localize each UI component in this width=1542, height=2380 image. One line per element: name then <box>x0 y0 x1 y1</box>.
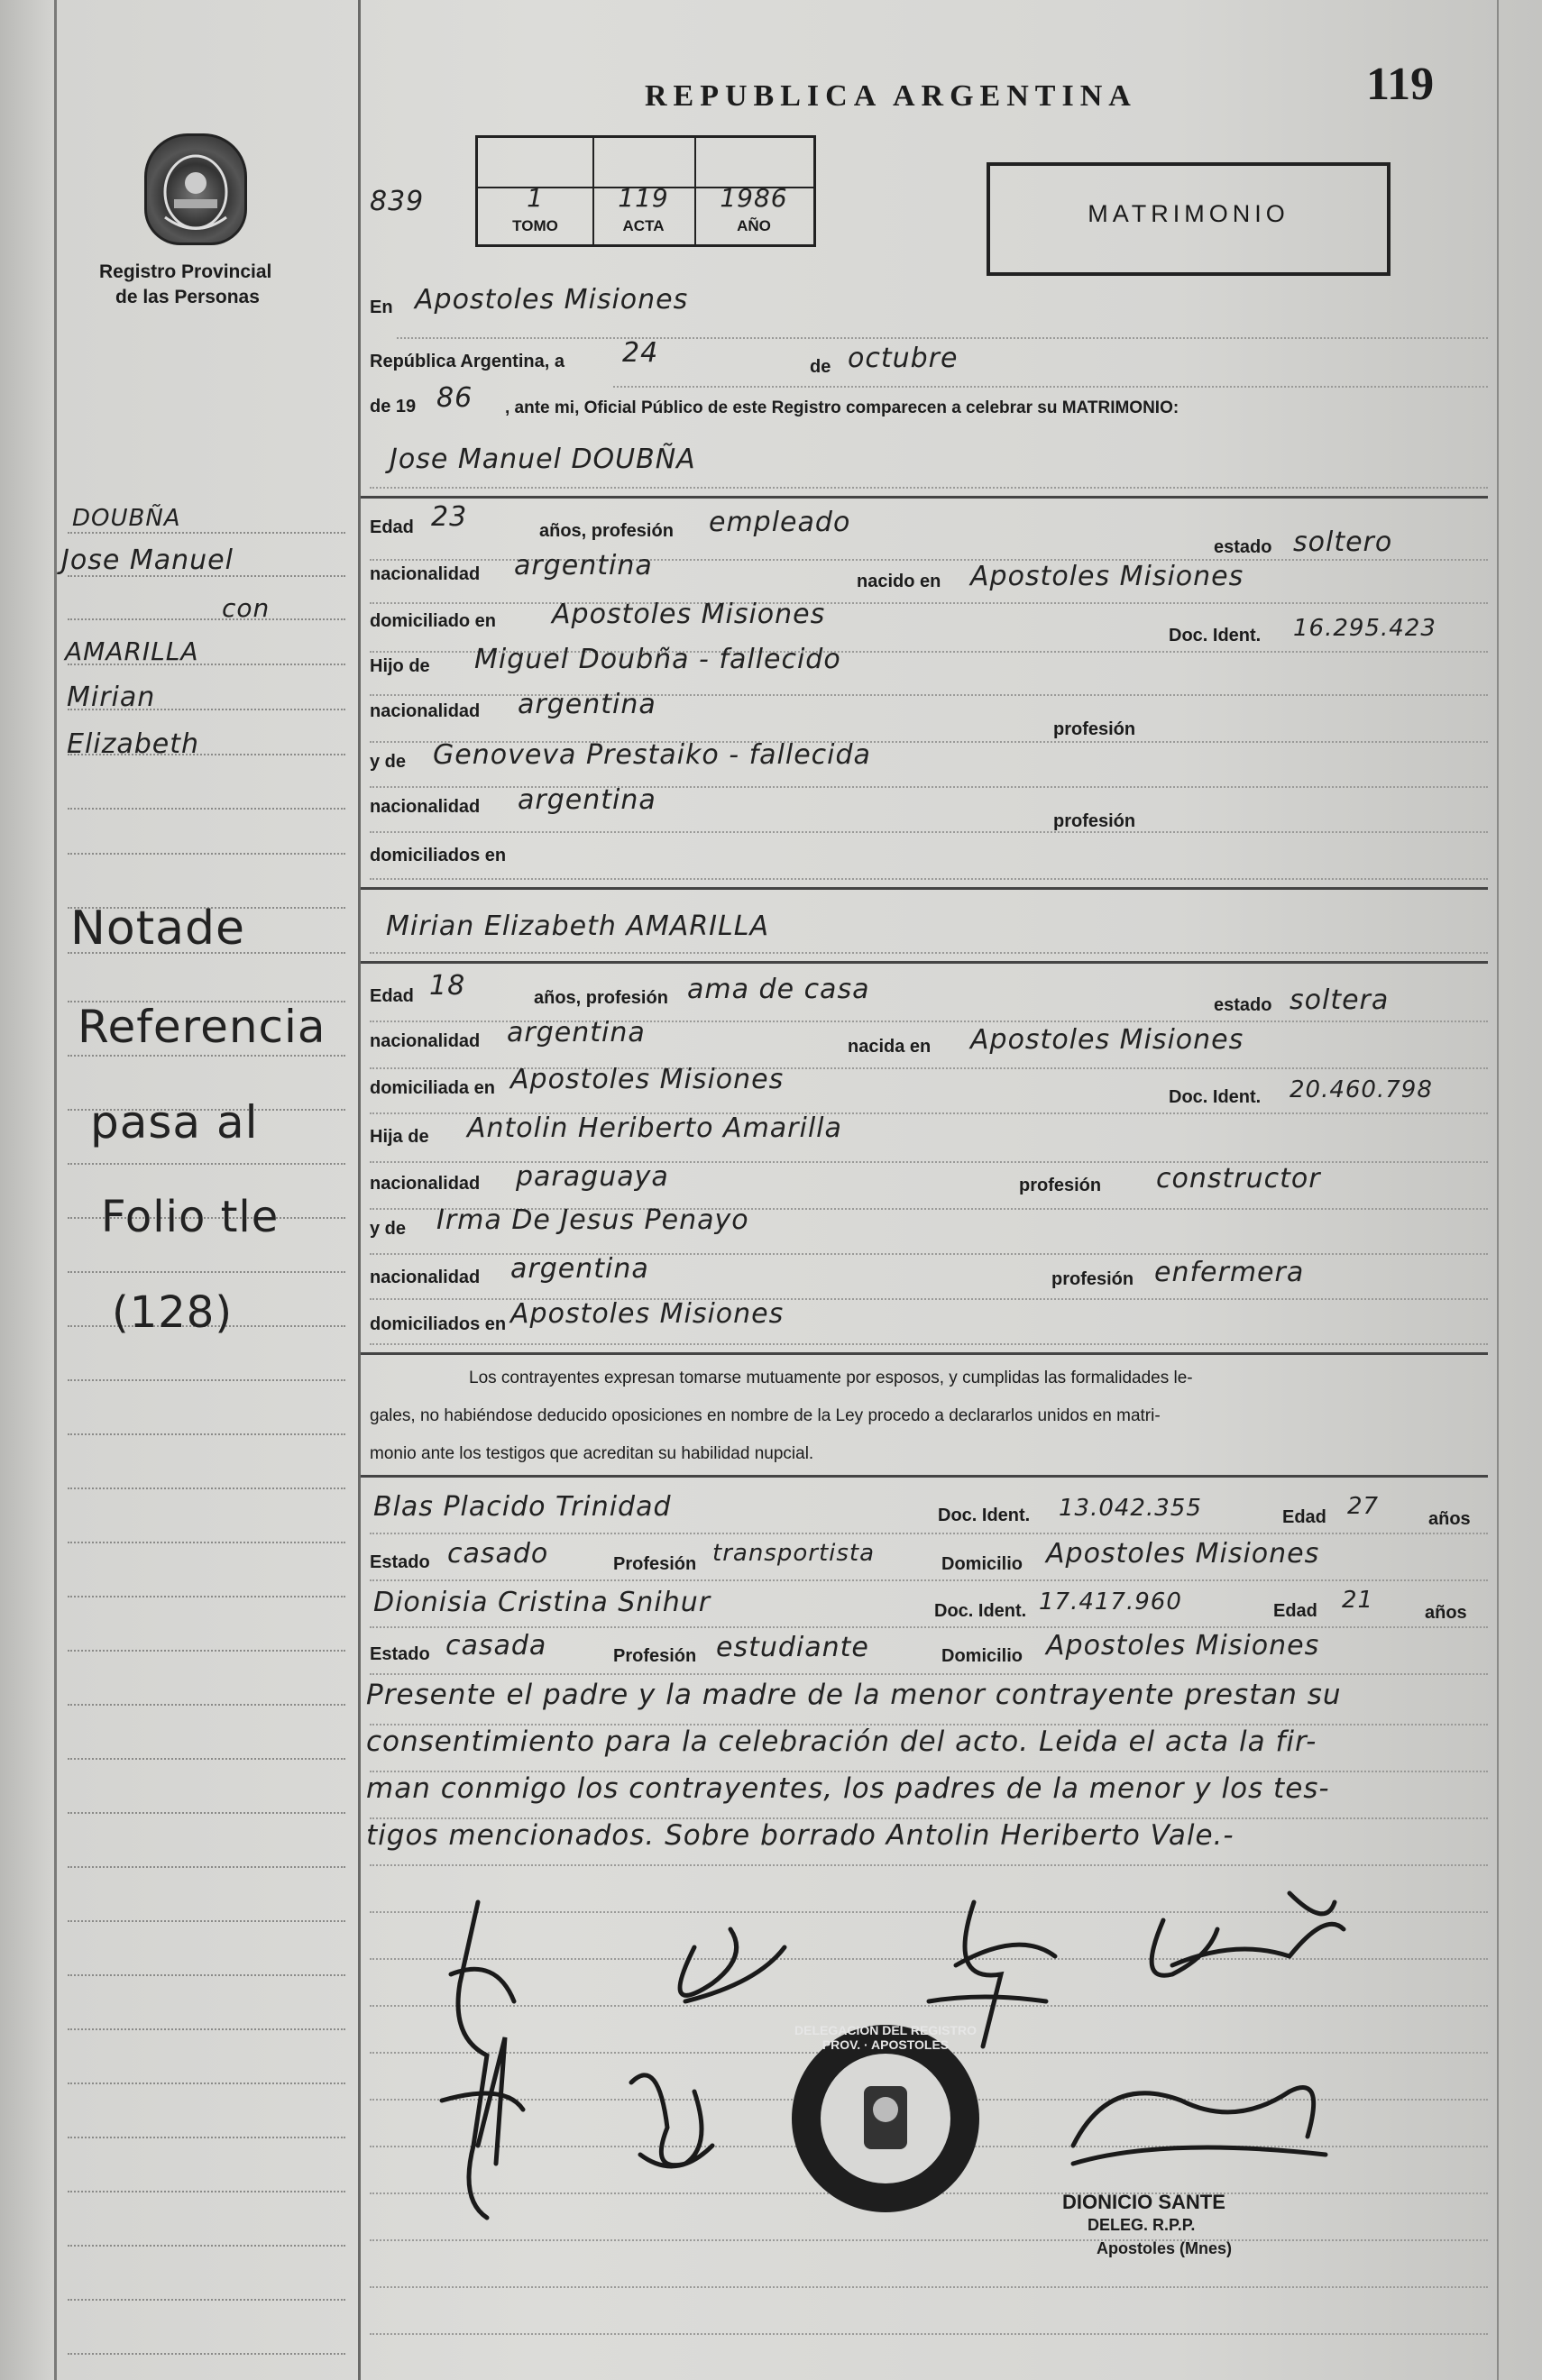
groom-father: Miguel Doubña - fallecido <box>474 644 841 675</box>
groom-mother-nat: argentina <box>518 784 656 816</box>
groom-doc-label: Doc. Ident. <box>1169 626 1262 645</box>
marginal-code: 839 <box>370 186 425 217</box>
day-field: 24 <box>622 337 659 369</box>
groom-profesion-label: años, profesión <box>539 521 674 541</box>
page-number: 119 <box>1366 59 1435 110</box>
groom-y-de-label: y de <box>370 752 407 772</box>
groom-father-prof-label: profesión <box>1053 719 1136 739</box>
witness2-status: casada <box>445 1630 547 1661</box>
witness1-status: casado <box>447 1538 549 1570</box>
witness1-profesion-label: Profesión <box>613 1554 697 1574</box>
margin-rule-main <box>358 0 361 2380</box>
witness-signature <box>1073 2088 1326 2164</box>
witness1-doc-label: Doc. Ident. <box>938 1506 1031 1525</box>
bride-estado-label: estado <box>1214 995 1272 1015</box>
groom-father-nat: argentina <box>518 689 656 720</box>
groom-mother: Genoveva Prestaiko - fallecida <box>433 739 871 771</box>
margin-name-groom: Jose Manuel <box>61 545 234 576</box>
anio-value: 1986 <box>720 183 788 213</box>
groom-signature <box>442 1902 523 2218</box>
groom-domicilio-label: domiciliado en <box>370 611 497 631</box>
bride-father-nat: paraguaya <box>516 1161 669 1193</box>
acta-label: ACTA <box>622 217 665 234</box>
groom-nacido-label: nacido en <box>857 572 941 591</box>
bride-parents-dom-label: domiciliados en <box>370 1314 507 1334</box>
groom-estado-label: estado <box>1214 537 1272 557</box>
witness1-domicile: Apostoles Misiones <box>1046 1538 1320 1570</box>
month-field: octubre <box>848 343 959 374</box>
witness2-estado-label: Estado <box>370 1644 430 1664</box>
bride-y-de-label: y de <box>370 1219 407 1239</box>
bride-edad-label: Edad <box>370 986 414 1006</box>
margin-rule-right <box>1497 0 1499 2380</box>
groom-name: Jose Manuel DOUBÑA <box>390 444 696 475</box>
en-label: En <box>370 298 393 317</box>
groom-parents-dom-label: domiciliados en <box>370 846 507 865</box>
margin-name-bride: Mirian <box>67 682 156 713</box>
official-place: Apostoles (Mnes) <box>1097 2239 1233 2257</box>
groom-mother-nat-label: nacionalidad <box>370 797 481 817</box>
bride-parents-dom: Apostoles Misiones <box>510 1298 785 1330</box>
tomo-label: TOMO <box>512 217 558 234</box>
bride-father: Antolin Heriberto Amarilla <box>467 1112 842 1144</box>
groom-doc: 16.295.423 <box>1293 615 1436 642</box>
margin-con: con <box>222 593 271 623</box>
tomo-value: 1 <box>527 183 544 213</box>
witness2-age: 21 <box>1342 1587 1374 1614</box>
groom-nationality: argentina <box>514 550 653 581</box>
place-field: Apostoles Misiones <box>415 284 689 316</box>
bride-mother-nat: argentina <box>510 1253 649 1285</box>
republica-label: República Argentina, a <box>370 352 564 371</box>
witness2-domicile: Apostoles Misiones <box>1046 1630 1320 1661</box>
anio-label: AÑO <box>737 217 771 234</box>
act-type-box <box>987 162 1391 276</box>
margin-surname-bride: AMARILLA <box>65 636 199 666</box>
observation-line-1: Presente el padre y la madre de la menor contrayente prestan su <box>366 1679 1342 1711</box>
groom-hijo-label: Hijo de <box>370 656 430 676</box>
declaration-line-2: gales, no habiéndose deducido oposiciones en nombre de la Ley procedo a declararlos unidos en matri- <box>370 1406 1161 1425</box>
year-field: 86 <box>436 382 473 414</box>
groom-status: soltero <box>1293 526 1393 558</box>
margin-surname-groom: DOUBÑA <box>72 505 181 532</box>
bride-father-prof: constructor <box>1156 1163 1321 1195</box>
groom-father-nat-label: nacionalidad <box>370 701 481 721</box>
witness1-estado-label: Estado <box>370 1552 430 1572</box>
margin-column <box>0 0 356 2380</box>
margin-note-line-2: Referencia <box>78 1001 326 1053</box>
bride-mother-signature <box>1152 1893 1344 1975</box>
witness2-domicilio-label: Domicilio <box>941 1646 1023 1666</box>
margin-note-line-1: Notade <box>70 902 245 956</box>
bride-mother: Irma De Jesus Penayo <box>436 1204 749 1236</box>
official-name: DIONICIO SANTE <box>1062 2191 1225 2213</box>
groom-nat-label: nacionalidad <box>370 564 481 584</box>
groom-edad-label: Edad <box>370 517 414 537</box>
de-label: de <box>810 357 831 377</box>
de19-label: de 19 <box>370 397 417 416</box>
margin-note-line-5: (128) <box>112 1287 234 1338</box>
groom-profession: empleado <box>709 507 851 538</box>
witness2-anos-label: años <box>1425 1603 1467 1623</box>
act-type: MATRIMONIO <box>1088 200 1290 227</box>
bride-status: soltera <box>1290 984 1390 1016</box>
bride-nationality: argentina <box>507 1017 646 1048</box>
bride-father-prof-label: profesión <box>1019 1176 1102 1195</box>
bride-profesion-label: años, profesión <box>534 988 668 1008</box>
bride-birthplace: Apostoles Misiones <box>970 1024 1244 1056</box>
bride-hija-label: Hija de <box>370 1127 429 1147</box>
witness2-profession: estudiante <box>716 1632 869 1663</box>
bride-mother-prof: enfermera <box>1154 1257 1305 1288</box>
ante-text: , ante mi, Oficial Público de este Registro comparecen a celebrar su MATRIMONIO: <box>505 398 1179 417</box>
witness2-doc: 17.417.960 <box>1039 1588 1182 1616</box>
witness1-age: 27 <box>1347 1493 1380 1520</box>
bride-mother-nat-label: nacionalidad <box>370 1268 481 1287</box>
witness1-anos-label: años <box>1428 1509 1471 1529</box>
witness2-name: Dionisia Cristina Snihur <box>373 1587 711 1618</box>
margin-note-line-4: Folio tle <box>101 1192 280 1242</box>
official-stamp <box>786 2019 985 2218</box>
act-reference-box <box>475 135 816 247</box>
declaration-line-1: Los contrayentes expresan tomarse mutuamente por esposos, y cumplidas las formalidades le- <box>469 1368 1193 1387</box>
bride-father-nat-label: nacionalidad <box>370 1174 481 1194</box>
witness2-doc-label: Doc. Ident. <box>934 1601 1027 1621</box>
bride-mother-prof-label: profesión <box>1051 1269 1134 1289</box>
office-line-1: Registro Provincial <box>99 261 272 282</box>
bride-profession: ama de casa <box>687 974 870 1005</box>
bride-nacida-label: nacida en <box>848 1037 932 1057</box>
observation-line-3: man conmigo los contrayentes, los padres de la menor y los tes- <box>366 1772 1330 1805</box>
groom-mother-prof-label: profesión <box>1053 811 1136 831</box>
margin-name-bride-2: Elizabeth <box>67 728 200 760</box>
witness1-name: Blas Placido Trinidad <box>373 1491 672 1523</box>
groom-domicile: Apostoles Misiones <box>552 599 826 630</box>
witness1-domicilio-label: Domicilio <box>941 1554 1023 1574</box>
bride-age: 18 <box>429 970 466 1002</box>
witness2-edad-label: Edad <box>1273 1601 1317 1621</box>
bride-signature <box>631 2075 712 2166</box>
witness1-edad-label: Edad <box>1282 1507 1326 1527</box>
provincial-seal-icon <box>144 133 247 245</box>
observation-line-4: tigos mencionados. Sobre borrado Antolin Heriberto Vale.- <box>366 1819 1235 1852</box>
witness1-profession: transportista <box>712 1540 876 1567</box>
declaration-line-3: monio ante los testigos que acreditan su habilidad nupcial. <box>370 1444 814 1463</box>
office-line-2: de las Personas <box>115 287 260 307</box>
stamp-ring-text: DELEGACION DEL REGISTRO PROV. · APOSTOLES <box>794 2023 977 2052</box>
country-title: REPUBLICA ARGENTINA <box>645 79 1137 113</box>
bride-name: Mirian Elizabeth AMARILLA <box>386 911 769 942</box>
margin-note-line-3: pasa al <box>90 1096 259 1149</box>
groom-birthplace: Apostoles Misiones <box>970 561 1244 592</box>
witness2-profesion-label: Profesión <box>613 1646 697 1666</box>
official-title: DELEG. R.P.P. <box>1088 2216 1196 2234</box>
acta-value: 119 <box>618 183 669 213</box>
bride-doc: 20.460.798 <box>1290 1076 1433 1103</box>
bride-domicilio-label: domiciliada en <box>370 1078 495 1098</box>
bride-nat-label: nacionalidad <box>370 1031 481 1051</box>
bride-domicile: Apostoles Misiones <box>510 1064 785 1095</box>
witness1-doc: 13.042.355 <box>1059 1495 1202 1522</box>
groom-father-signature <box>680 1929 785 2001</box>
groom-age: 23 <box>431 501 468 533</box>
bride-doc-label: Doc. Ident. <box>1169 1087 1262 1107</box>
observation-line-2: consentimiento para la celebración del acto. Leida el acta la fir- <box>366 1726 1317 1758</box>
